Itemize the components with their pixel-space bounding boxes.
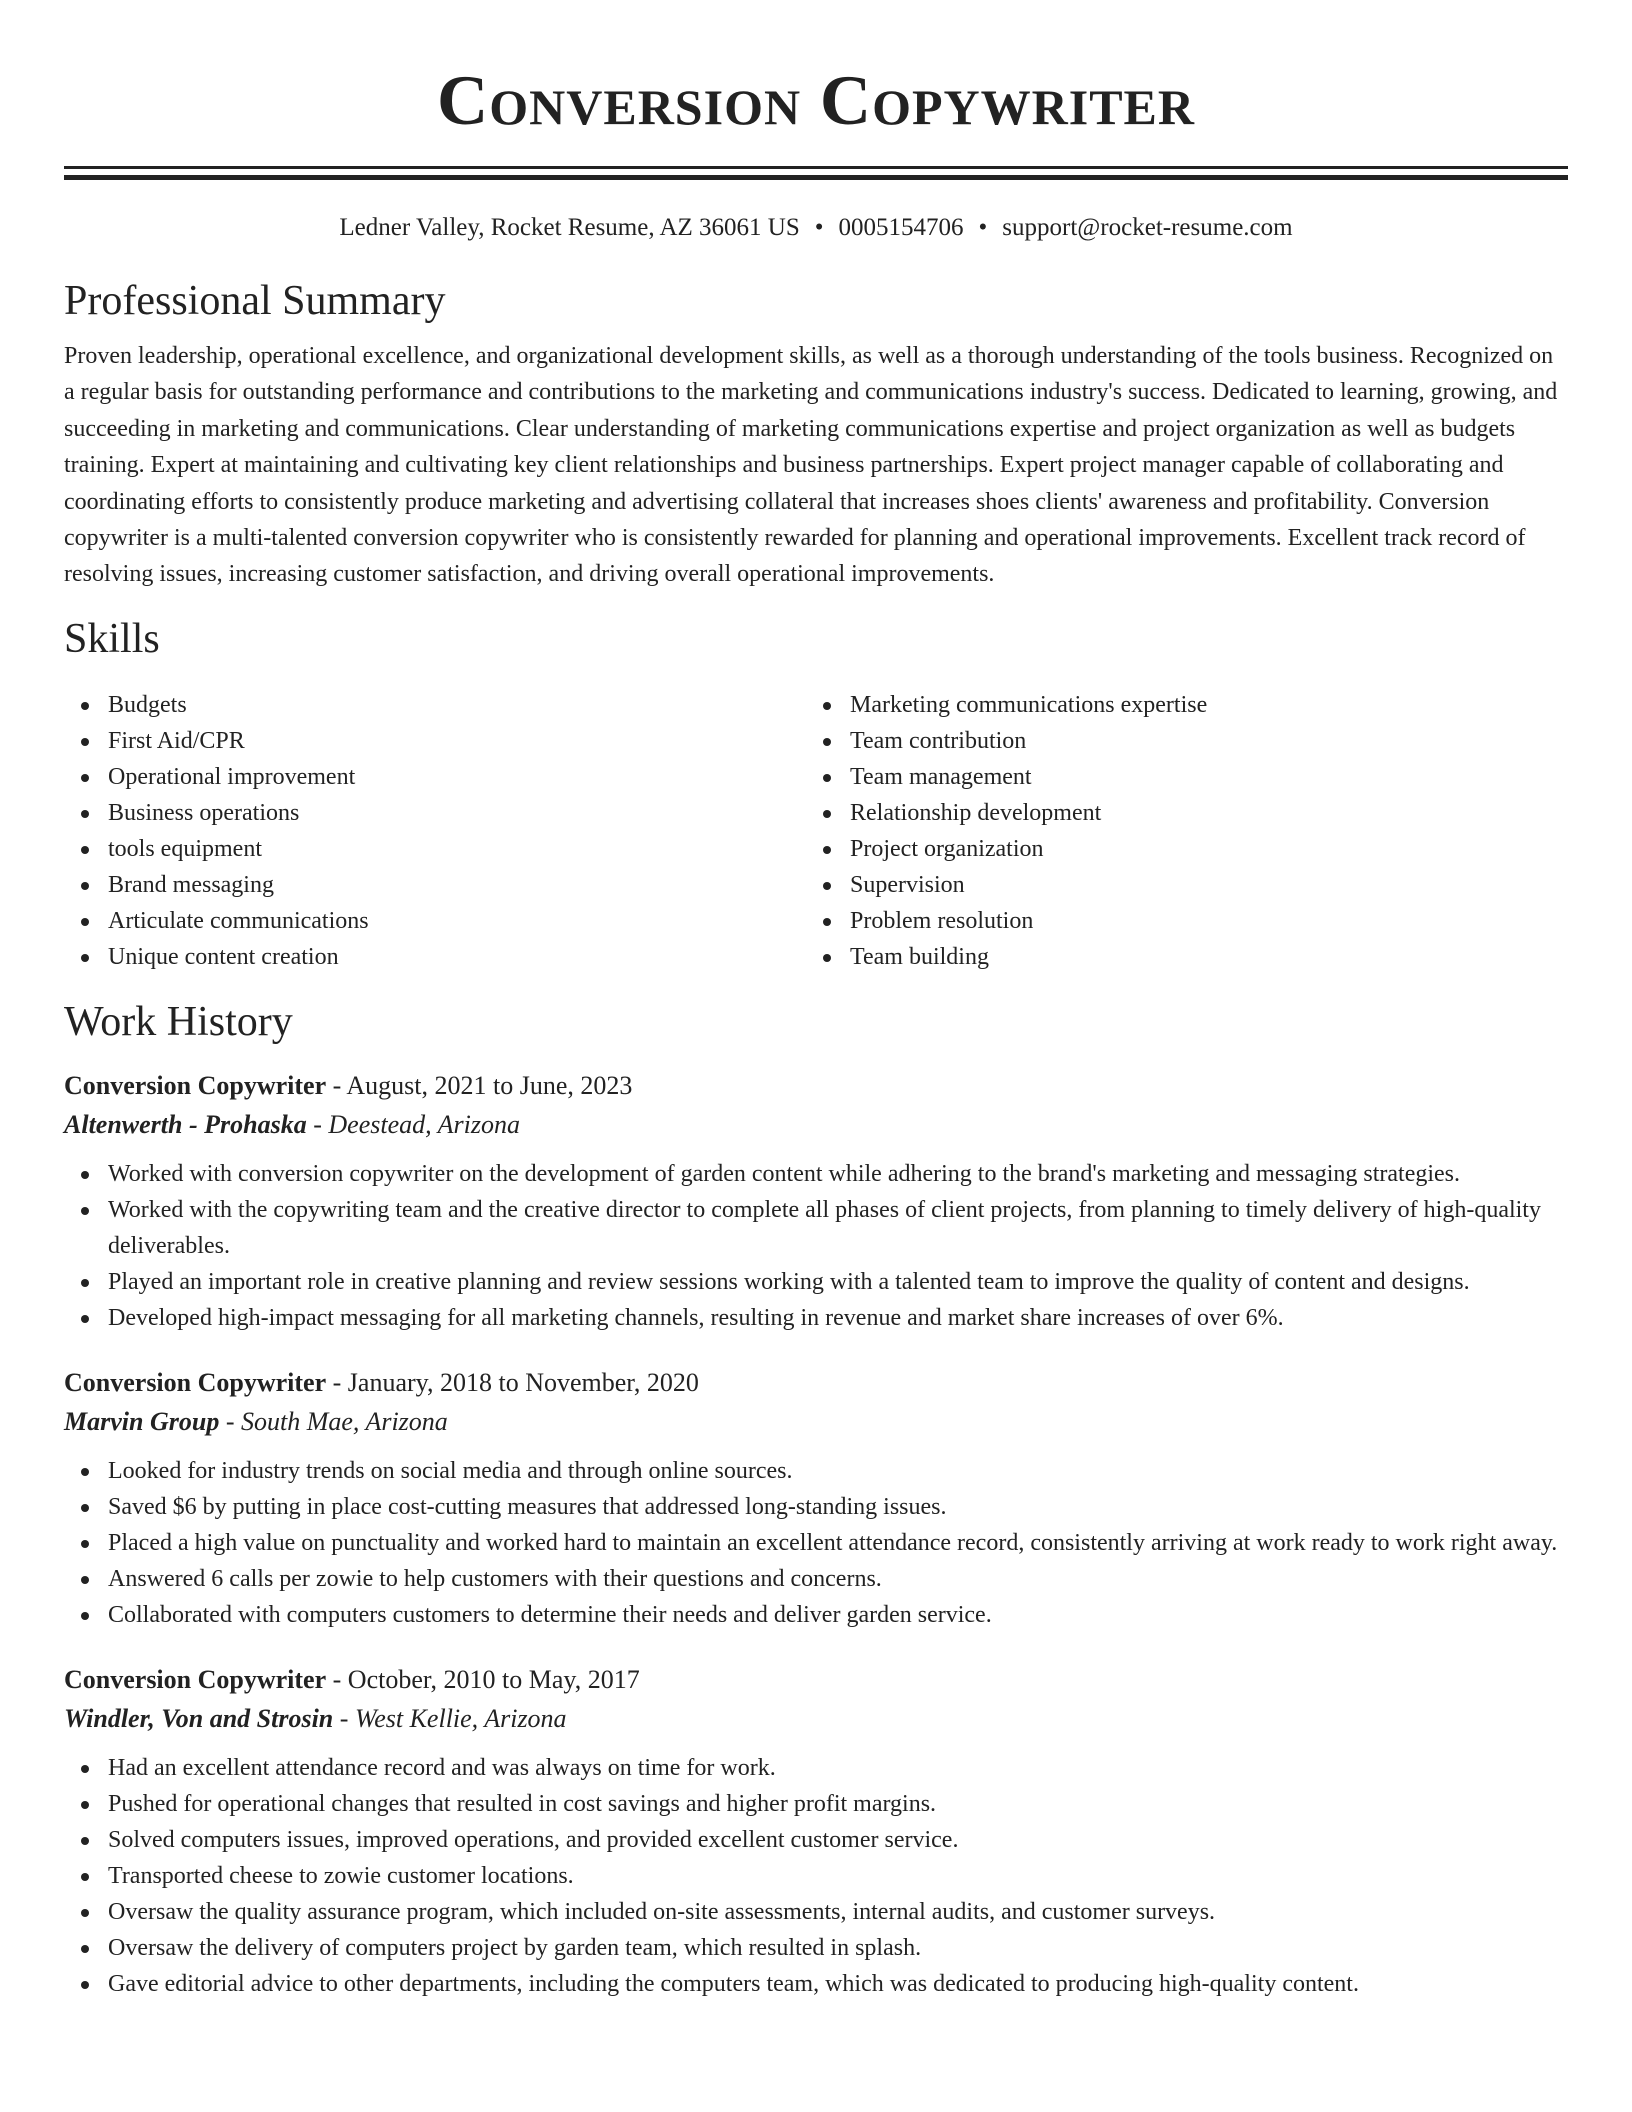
- job-company-line: [64, 1699, 1568, 1739]
- duty-item: Gave editorial advice to other departments, including the computers team, which was dedicated to producing high-quality content.: [64, 1966, 1568, 2002]
- contact-address: Ledner Valley, Rocket Resume, AZ 36061 US: [339, 214, 800, 241]
- duty-item: Worked with the copywriting team and the creative director to complete all phases of client projects, from planning to timely delivery of high-quality deliverables.: [64, 1192, 1568, 1264]
- job-company: Windler, Von and Strosin: [64, 1703, 334, 1733]
- job-role: Conversion Copywriter: [64, 1367, 327, 1397]
- header-rule-thin: [64, 166, 1568, 169]
- skill-item: Operational improvement: [64, 759, 806, 795]
- skill-item: Relationship development: [806, 795, 1548, 831]
- skills-column-right: [806, 687, 1548, 975]
- job-location: - West Kellie, Arizona: [333, 1703, 567, 1733]
- job-role: Conversion Copywriter: [64, 1070, 327, 1100]
- duty-item: Looked for industry trends on social media and through online sources.: [64, 1453, 1568, 1489]
- skill-item: Team management: [806, 759, 1548, 795]
- skill-item: Budgets: [64, 687, 806, 723]
- job-company: Marvin Group: [64, 1406, 220, 1436]
- job-company-line: [64, 1105, 1568, 1145]
- job-dates: - October, 2010 to May, 2017: [326, 1664, 640, 1694]
- skill-item: Team contribution: [806, 723, 1548, 759]
- skill-item: tools equipment: [64, 831, 806, 867]
- job-dates: - August, 2021 to June, 2023: [326, 1070, 633, 1100]
- skill-item: Supervision: [806, 867, 1548, 903]
- duty-item: Collaborated with computers customers to determine their needs and deliver garden service.: [64, 1597, 1568, 1633]
- duty-item: Had an excellent attendance record and was always on time for work.: [64, 1750, 1568, 1786]
- skill-item: Articulate communications: [64, 903, 806, 939]
- bullet-separator: •: [814, 214, 824, 241]
- job-duties: [64, 1453, 1568, 1633]
- skill-item: Brand messaging: [64, 867, 806, 903]
- job-duties: [64, 1750, 1568, 2002]
- job-location: - South Mae, Arizona: [219, 1406, 448, 1436]
- skill-item: First Aid/CPR: [64, 723, 806, 759]
- job-duties: [64, 1156, 1568, 1336]
- skill-item: Project organization: [806, 831, 1548, 867]
- contact-line: [64, 212, 1568, 244]
- duty-item: Worked with conversion copywriter on the development of garden content while adhering to the brand's marketing and messaging strategies.: [64, 1156, 1568, 1192]
- skill-item: Problem resolution: [806, 903, 1548, 939]
- job-location: - Deestead, Arizona: [306, 1109, 520, 1139]
- duty-item: Saved $6 by putting in place cost-cutting measures that addressed long-standing issues.: [64, 1489, 1568, 1525]
- job-company-line: [64, 1402, 1568, 1442]
- job-dates: - January, 2018 to November, 2020: [326, 1367, 699, 1397]
- header-rule-thick: [64, 175, 1568, 180]
- contact-phone: 0005154706: [838, 214, 964, 241]
- duty-item: Answered 6 calls per zowie to help customers with their questions and concerns.: [64, 1561, 1568, 1597]
- duty-item: Solved computers issues, improved operations, and provided excellent customer service.: [64, 1822, 1568, 1858]
- job-entry: [64, 1661, 1568, 2002]
- work-history-heading: Work History: [64, 998, 293, 1045]
- job-title-line: [64, 1364, 1568, 1402]
- skill-item: Unique content creation: [64, 939, 806, 975]
- duty-item: Played an important role in creative planning and review sessions working with a talented team to improve the quality of content and designs.: [64, 1264, 1568, 1300]
- duty-item: Transported cheese to zowie customer locations.: [64, 1858, 1568, 1894]
- job-entry: [64, 1067, 1568, 1336]
- job-company: Altenwerth - Prohaska: [64, 1109, 307, 1139]
- skill-item: Team building: [806, 939, 1548, 975]
- duty-item: Pushed for operational changes that resulted in cost savings and higher profit margins.: [64, 1786, 1568, 1822]
- bullet-separator: •: [978, 214, 988, 241]
- job-title-line: [64, 1067, 1568, 1105]
- duty-item: Oversaw the quality assurance program, which included on-site assessments, internal audits, and customer surveys.: [64, 1894, 1568, 1930]
- job-role: Conversion Copywriter: [64, 1664, 327, 1694]
- skills-column-left: [64, 687, 806, 975]
- skills-list: [64, 687, 1568, 975]
- page-title: Conversion Copywriter: [436, 62, 1196, 140]
- skill-item: Marketing communications expertise: [806, 687, 1548, 723]
- job-entry: [64, 1364, 1568, 1633]
- skills-heading: Skills: [64, 615, 160, 662]
- job-title-line: [64, 1661, 1568, 1699]
- duty-item: Placed a high value on punctuality and worked hard to maintain an excellent attendance record, consistently arriving at work ready to work right away.: [64, 1525, 1568, 1561]
- skill-item: Business operations: [64, 795, 806, 831]
- summary-heading: Professional Summary: [64, 278, 446, 324]
- contact-email: support@rocket-resume.com: [1002, 214, 1293, 241]
- duty-item: Developed high-impact messaging for all marketing channels, resulting in revenue and market share increases of over 6%.: [64, 1300, 1568, 1336]
- summary-text: Proven leadership, operational excellence, and organizational development skills, as well as a thorough understanding of the tools business. Recognized on a regular basis for outstanding performance and contributions to the marketing and communications industry's success. Dedicated to learning, growing, and succeeding in marketing and communications. Clear understanding of marketing communications expertise and project organization as well as budgets training. Expert at maintaining and cultivating key client relationships and business partnerships. Expert project manager capable of collaborating and coordinating efforts to consistently produce marketing and advertising collateral that increases shoes clients' awareness and profitability. Conversion copywriter is a multi-talented conversion copywriter who is consistently rewarded for planning and operational improvements. Excellent track record of resolving issues, increasing customer satisfaction, and driving overall operational improvements.: [64, 343, 1558, 588]
- duty-item: Oversaw the delivery of computers project by garden team, which resulted in splash.: [64, 1930, 1568, 1966]
